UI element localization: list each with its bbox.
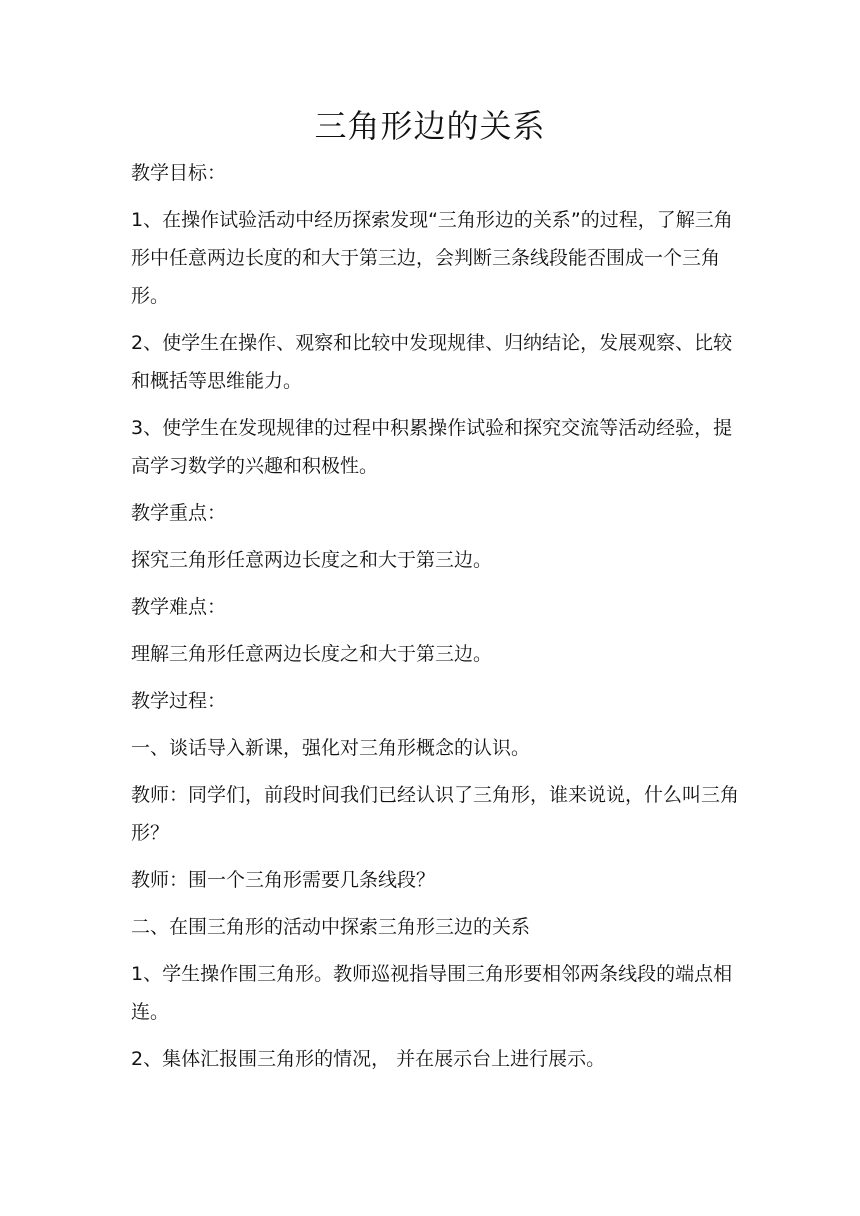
objective-item-1: 1、在操作试验活动中经历探索发现“三角形边的关系”的过程，了解三角形中任意两边长度的和大于第三边，会判断三条线段能否围成一个三角形。 [131,209,733,307]
section-heading-key-points: 教学重点： [131,502,227,524]
difficulty-text: 理解三角形任意两边长度之和大于第三边。 [131,643,493,665]
objective-item-2: 2、使学生在操作、观察和比较中发现规律、归纳结论，发展观察、比较和概括等思维能力。 [131,332,733,392]
process-step-2-item-1: 1、学生操作围三角形。教师巡视指导围三角形要相邻两条线段的端点相连。 [131,963,733,1023]
document-title: 三角形边的关系 [314,107,546,145]
key-point-text: 探究三角形任意两边长度之和大于第三边。 [131,549,493,571]
process-step-2-heading: 二、在围三角形的活动中探索三角形三边的关系 [131,916,531,938]
section-heading-difficulties: 教学难点： [131,596,227,618]
teacher-dialogue-1: 教师：同学们，前段时间我们已经认识了三角形，谁来说说，什么叫三角形？ [131,784,740,844]
section-heading-process: 教学过程： [131,690,227,712]
process-step-1-heading: 一、谈话导入新课，强化对三角形概念的认识。 [131,737,531,759]
section-heading-teaching-objectives: 教学目标： [131,162,227,184]
teacher-dialogue-2: 教师：围一个三角形需要几条线段？ [131,869,436,891]
document-body [131,154,743,1087]
process-step-2-item-2: 2、集体汇报围三角形的情况， 并在展示台上进行展示。 [131,1048,606,1070]
objective-item-3: 3、使学生在发现规律的过程中积累操作试验和探究交流等活动经验，提高学习数学的兴趣和积极性。 [131,417,733,477]
